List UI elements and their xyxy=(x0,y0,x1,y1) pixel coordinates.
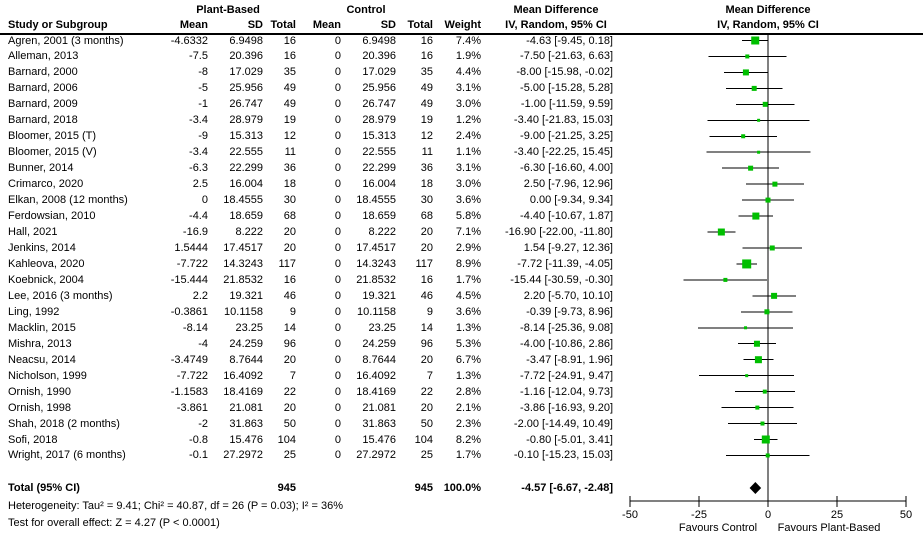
effect-marker xyxy=(757,119,760,122)
axis-tick-label: 50 xyxy=(899,509,913,521)
total-label: Total (95% CI) xyxy=(8,482,80,494)
cell-c-mean: 0 xyxy=(334,146,341,159)
cell-c-mean: 0 xyxy=(334,417,341,430)
cell-sd: 18.659 xyxy=(229,210,263,223)
cell-c-total: 20 xyxy=(420,353,433,366)
cell-ci-text: 0.00 [-9.34, 9.34] xyxy=(529,194,613,207)
effect-marker xyxy=(744,326,747,329)
cell-sd: 27.2972 xyxy=(223,449,263,462)
study-name: Ferdowsian, 2010 xyxy=(8,210,96,223)
cell-weight: 2.3% xyxy=(455,417,481,430)
col-header-sd-treat: SD xyxy=(247,19,263,31)
effect-marker xyxy=(766,198,771,203)
cell-mean: -9 xyxy=(198,130,208,143)
cell-sd: 31.863 xyxy=(229,417,263,430)
cell-c-sd: 17.029 xyxy=(362,66,396,79)
cell-mean: -3.4 xyxy=(189,146,208,159)
cell-c-total: 96 xyxy=(420,337,433,350)
cell-ci-text: -1.00 [-11.59, 9.59] xyxy=(520,98,613,111)
effect-marker xyxy=(764,309,769,314)
cell-mean: -7.5 xyxy=(189,50,208,63)
cell-c-sd: 16.004 xyxy=(362,178,396,191)
cell-ci-text: 2.50 [-7.96, 12.96] xyxy=(523,178,613,191)
cell-c-total: 16 xyxy=(420,273,433,286)
cell-sd: 16.4092 xyxy=(223,369,263,382)
cell-total: 18 xyxy=(283,178,296,191)
axis-tick-label: 0 xyxy=(764,509,772,521)
cell-c-sd: 15.313 xyxy=(362,130,396,143)
cell-c-total: 11 xyxy=(421,146,433,159)
cell-c-mean: 0 xyxy=(334,449,341,462)
cell-weight: 5.3% xyxy=(455,337,481,350)
cell-c-mean: 0 xyxy=(334,162,341,175)
cell-c-mean: 0 xyxy=(334,210,341,223)
effect-marker xyxy=(755,406,759,410)
cell-total: 16 xyxy=(283,34,296,47)
cell-sd: 25.956 xyxy=(229,82,263,95)
study-name: Neacsu, 2014 xyxy=(8,353,76,366)
cell-total: 35 xyxy=(283,66,296,79)
cell-c-mean: 0 xyxy=(334,305,341,318)
cell-total: 7 xyxy=(289,369,296,382)
cell-ci-text: -4.63 [-9.45, 0.18] xyxy=(526,34,613,47)
cell-weight: 2.8% xyxy=(455,385,481,398)
cell-ci-text: -5.00 [-15.28, 5.28] xyxy=(520,82,613,95)
cell-total: 36 xyxy=(283,162,296,175)
cell-total: 22 xyxy=(283,385,296,398)
cell-ci-text: -2.00 [-14.49, 10.49] xyxy=(513,417,613,430)
effect-marker xyxy=(763,390,767,394)
cell-sd: 19.321 xyxy=(229,289,263,302)
cell-c-mean: 0 xyxy=(334,433,341,446)
cell-ci-text: -0.39 [-9.73, 8.96] xyxy=(526,305,613,318)
cell-ci-text: -3.86 [-16.93, 9.20] xyxy=(520,401,613,414)
cell-mean: -4 xyxy=(198,337,208,350)
cell-c-total: 9 xyxy=(426,305,433,318)
cell-ci-text: -8.14 [-25.36, 9.08] xyxy=(520,321,613,334)
cell-sd: 26.747 xyxy=(229,98,263,111)
col-header-sd-control: SD xyxy=(380,19,396,31)
cell-sd: 21.081 xyxy=(229,401,263,414)
cell-c-total: 104 xyxy=(414,433,433,446)
cell-ci-text: -4.40 [-10.67, 1.87] xyxy=(520,210,613,223)
cell-ci-text: -0.80 [-5.01, 3.41] xyxy=(526,433,613,446)
cell-ci-text: -1.16 [-12.04, 9.73] xyxy=(520,385,613,398)
heterogeneity-line: Heterogeneity: Tau² = 9.41; Chi² = 40.87, df = 26 (P = 0.03); I² = 36% xyxy=(8,500,343,512)
cell-c-total: 36 xyxy=(420,162,433,175)
cell-ci-text: -6.30 [-16.60, 4.00] xyxy=(520,162,613,175)
effect-marker xyxy=(741,134,745,138)
cell-total: 9 xyxy=(289,305,296,318)
cell-mean: 2.2 xyxy=(192,289,208,302)
cell-ci-text: -16.90 [-22.00, -11.80] xyxy=(504,226,613,239)
cell-c-mean: 0 xyxy=(334,66,341,79)
cell-c-total: 16 xyxy=(420,50,433,63)
effect-marker xyxy=(752,86,757,91)
study-name: Ornish, 1998 xyxy=(8,401,71,414)
cell-total: 11 xyxy=(284,146,296,159)
cell-c-sd: 18.4555 xyxy=(356,194,396,207)
cell-weight: 1.7% xyxy=(455,449,481,462)
cell-mean: -0.3861 xyxy=(170,305,208,318)
cell-weight: 3.1% xyxy=(455,82,481,95)
study-name: Lee, 2016 (3 months) xyxy=(8,289,113,302)
cell-total: 25 xyxy=(283,449,296,462)
effect-marker xyxy=(763,102,768,107)
cell-weight: 7.1% xyxy=(455,226,481,239)
cell-c-total: 16 xyxy=(420,34,433,47)
cell-mean: -8 xyxy=(198,66,208,79)
cell-ci-text: -0.10 [-15.23, 15.03] xyxy=(513,449,613,462)
effect-marker xyxy=(723,278,727,282)
group-header-plant-based: Plant-Based xyxy=(196,4,260,16)
study-name: Barnard, 2009 xyxy=(8,98,78,111)
cell-c-sd: 22.299 xyxy=(362,162,396,175)
cell-sd: 18.4169 xyxy=(223,385,263,398)
cell-c-sd: 17.4517 xyxy=(356,241,396,254)
md-plot-column-title: Mean Difference xyxy=(725,4,811,16)
cell-c-sd: 14.3243 xyxy=(356,257,396,270)
cell-sd: 20.396 xyxy=(229,50,263,63)
effect-marker xyxy=(766,453,770,457)
axis-tick-label: -25 xyxy=(691,509,707,521)
md-text-column-title: Mean Difference xyxy=(513,4,599,16)
effect-marker xyxy=(748,166,753,171)
cell-ci-text: -8.00 [-15.98, -0.02] xyxy=(516,66,613,79)
cell-c-total: 20 xyxy=(420,401,433,414)
cell-total: 20 xyxy=(283,226,296,239)
cell-sd: 6.9498 xyxy=(229,34,263,47)
cell-mean: -8.14 xyxy=(182,321,208,334)
cell-mean: 0 xyxy=(201,194,208,207)
cell-weight: 4.4% xyxy=(455,66,481,79)
cell-total: 12 xyxy=(283,130,296,143)
cell-c-mean: 0 xyxy=(334,98,341,111)
cell-total: 68 xyxy=(283,210,296,223)
cell-c-total: 50 xyxy=(420,417,433,430)
cell-ci-text: -7.72 [-11.39, -4.05] xyxy=(517,257,613,270)
cell-sd: 21.8532 xyxy=(223,273,263,286)
total-n-control: 945 xyxy=(414,482,433,494)
col-header-study: Study or Subgroup xyxy=(8,19,108,31)
cell-sd: 8.222 xyxy=(235,226,263,239)
axis-tick-label: 25 xyxy=(830,509,844,521)
cell-weight: 1.9% xyxy=(455,50,481,63)
cell-ci-text: -15.44 [-30.59, -0.30] xyxy=(510,273,613,286)
study-name: Barnard, 2000 xyxy=(8,66,78,79)
cell-total: 16 xyxy=(283,50,296,63)
cell-sd: 17.029 xyxy=(229,66,263,79)
cell-total: 16 xyxy=(283,273,296,286)
cell-c-sd: 6.9498 xyxy=(362,34,396,47)
cell-c-total: 25 xyxy=(420,449,433,462)
cell-sd: 17.4517 xyxy=(223,241,263,254)
cell-ci-text: -3.40 [-21.83, 15.03] xyxy=(513,114,613,127)
cell-weight: 2.1% xyxy=(455,401,481,414)
cell-mean: -4.4 xyxy=(189,210,208,223)
cell-c-sd: 27.2972 xyxy=(356,449,396,462)
cell-c-mean: 0 xyxy=(334,34,341,47)
study-name: Ornish, 1990 xyxy=(8,385,71,398)
cell-c-total: 117 xyxy=(415,257,433,270)
cell-total: 49 xyxy=(283,82,296,95)
cell-weight: 1.3% xyxy=(455,369,481,382)
cell-mean: -1 xyxy=(198,98,208,111)
cell-weight: 1.2% xyxy=(455,114,481,127)
effect-marker xyxy=(743,69,749,75)
cell-weight: 6.7% xyxy=(455,353,481,366)
cell-ci-text: -3.47 [-8.91, 1.96] xyxy=(526,353,613,366)
cell-sd: 8.7644 xyxy=(229,353,263,366)
cell-mean: -7.722 xyxy=(176,369,208,382)
study-name: Alleman, 2013 xyxy=(8,50,79,63)
cell-c-mean: 0 xyxy=(334,194,341,207)
cell-mean: -1.1583 xyxy=(170,385,208,398)
cell-mean: -0.8 xyxy=(189,433,208,446)
cell-weight: 3.1% xyxy=(455,162,481,175)
cell-weight: 7.4% xyxy=(455,34,481,47)
cell-ci-text: -7.72 [-24.91, 9.47] xyxy=(520,369,613,382)
effect-marker xyxy=(742,259,751,268)
cell-c-mean: 0 xyxy=(334,337,341,350)
effect-marker xyxy=(770,245,775,250)
cell-mean: -3.4 xyxy=(189,114,208,127)
study-name: Barnard, 2018 xyxy=(8,114,78,127)
cell-c-mean: 0 xyxy=(334,130,341,143)
cell-c-mean: 0 xyxy=(334,82,341,95)
cell-weight: 3.0% xyxy=(455,98,481,111)
cell-mean: -3.861 xyxy=(176,401,208,414)
cell-total: 14 xyxy=(283,321,296,334)
cell-c-sd: 21.081 xyxy=(362,401,396,414)
effect-marker xyxy=(760,422,764,426)
cell-total: 20 xyxy=(283,241,296,254)
cell-total: 30 xyxy=(283,194,296,207)
cell-mean: -5 xyxy=(198,82,208,95)
effect-marker xyxy=(754,341,760,347)
cell-weight: 1.7% xyxy=(455,273,481,286)
cell-c-sd: 8.222 xyxy=(368,226,396,239)
cell-c-sd: 18.4169 xyxy=(356,385,396,398)
cell-c-mean: 0 xyxy=(334,50,341,63)
cell-weight: 3.0% xyxy=(455,178,481,191)
cell-sd: 24.259 xyxy=(229,337,263,350)
cell-sd: 22.299 xyxy=(229,162,263,175)
cell-c-total: 20 xyxy=(420,241,433,254)
cell-ci-text: 2.20 [-5.70, 10.10] xyxy=(523,289,613,302)
overall-effect-line: Test for overall effect: Z = 4.27 (P < 0.0001) xyxy=(8,517,220,529)
effect-marker xyxy=(762,436,770,444)
study-name: Kahleova, 2020 xyxy=(8,257,85,270)
cell-c-mean: 0 xyxy=(334,289,341,302)
cell-c-mean: 0 xyxy=(334,114,341,127)
effect-marker xyxy=(772,182,777,187)
cell-c-total: 19 xyxy=(420,114,433,127)
cell-c-total: 68 xyxy=(420,210,433,223)
cell-c-total: 12 xyxy=(420,130,433,143)
cell-sd: 18.4555 xyxy=(223,194,263,207)
study-name: Bloomer, 2015 (T) xyxy=(8,130,97,143)
study-name: Crimarco, 2020 xyxy=(8,178,84,191)
cell-total: 96 xyxy=(283,337,296,350)
cell-weight: 2.9% xyxy=(455,241,481,254)
effect-marker xyxy=(752,213,759,220)
cell-total: 49 xyxy=(283,98,296,111)
cell-c-sd: 22.555 xyxy=(362,146,396,159)
group-header-control: Control xyxy=(346,4,386,16)
cell-mean: -16.9 xyxy=(182,226,208,239)
cell-c-total: 49 xyxy=(420,82,433,95)
cell-c-total: 20 xyxy=(420,226,433,239)
cell-sd: 15.476 xyxy=(229,433,263,446)
cell-c-mean: 0 xyxy=(334,257,341,270)
cell-c-mean: 0 xyxy=(334,353,341,366)
cell-c-sd: 19.321 xyxy=(362,289,396,302)
cell-c-total: 35 xyxy=(420,66,433,79)
col-header-mean-control: Mean xyxy=(312,19,341,31)
study-name: Bloomer, 2015 (V) xyxy=(8,146,97,159)
cell-c-sd: 21.8532 xyxy=(356,273,396,286)
study-name: Macklin, 2015 xyxy=(8,321,76,334)
study-name: Hall, 2021 xyxy=(8,226,58,239)
cell-c-sd: 20.396 xyxy=(362,50,396,63)
cell-sd: 16.004 xyxy=(229,178,263,191)
cell-weight: 8.9% xyxy=(455,257,481,270)
cell-ci-text: -7.50 [-21.63, 6.63] xyxy=(520,50,613,63)
cell-mean: -2 xyxy=(198,417,208,430)
cell-total: 104 xyxy=(277,433,296,446)
study-name: Ling, 1992 xyxy=(8,305,60,318)
col-header-ci-text: IV, Random, 95% CI xyxy=(505,19,607,31)
cell-total: 20 xyxy=(283,353,296,366)
cell-total: 20 xyxy=(283,401,296,414)
cell-c-sd: 10.1158 xyxy=(357,305,396,318)
cell-c-sd: 23.25 xyxy=(368,321,396,334)
effect-marker xyxy=(755,356,762,363)
effect-marker xyxy=(745,374,748,377)
study-name: Bunner, 2014 xyxy=(8,162,74,175)
total-n-treat: 945 xyxy=(277,482,296,494)
study-name: Jenkins, 2014 xyxy=(8,241,76,254)
cell-weight: 3.6% xyxy=(455,305,481,318)
cell-weight: 8.2% xyxy=(455,433,481,446)
cell-c-mean: 0 xyxy=(334,321,341,334)
effect-marker xyxy=(751,37,759,45)
cell-mean: -15.444 xyxy=(170,273,208,286)
cell-c-mean: 0 xyxy=(334,369,341,382)
cell-c-total: 18 xyxy=(420,178,433,191)
cell-mean: 1.5444 xyxy=(174,241,208,254)
study-name: Nicholson, 1999 xyxy=(8,369,87,382)
cell-c-sd: 24.259 xyxy=(362,337,396,350)
cell-sd: 10.1158 xyxy=(224,305,263,318)
cell-ci-text: 1.54 [-9.27, 12.36] xyxy=(523,241,613,254)
cell-ci-text: -4.00 [-10.86, 2.86] xyxy=(520,337,613,350)
cell-mean: -3.4749 xyxy=(170,353,208,366)
cell-total: 19 xyxy=(283,114,296,127)
cell-mean: -0.1 xyxy=(189,449,208,462)
cell-mean: -4.6332 xyxy=(170,34,208,47)
cell-weight: 1.3% xyxy=(455,321,481,334)
cell-c-mean: 0 xyxy=(334,401,341,414)
effect-marker xyxy=(771,293,777,299)
cell-weight: 2.4% xyxy=(455,130,481,143)
cell-c-total: 49 xyxy=(420,98,433,111)
cell-c-mean: 0 xyxy=(334,226,341,239)
cell-total: 117 xyxy=(278,257,296,270)
cell-sd: 22.555 xyxy=(229,146,263,159)
cell-c-sd: 15.476 xyxy=(362,433,396,446)
cell-sd: 15.313 xyxy=(229,130,263,143)
col-header-total-control: Total xyxy=(407,19,433,31)
study-name: Koebnick, 2004 xyxy=(8,273,84,286)
cell-mean: -7.722 xyxy=(176,257,208,270)
study-name: Agren, 2001 (3 months) xyxy=(8,34,124,47)
col-header-total-treat: Total xyxy=(270,19,296,31)
effect-marker xyxy=(757,151,760,154)
effect-marker xyxy=(745,54,749,58)
cell-sd: 14.3243 xyxy=(223,257,263,270)
cell-c-mean: 0 xyxy=(334,385,341,398)
cell-mean: -6.3 xyxy=(189,162,208,175)
total-ci-text: -4.57 [-6.67, -2.48] xyxy=(521,482,613,494)
cell-mean: 2.5 xyxy=(192,178,208,191)
cell-weight: 1.1% xyxy=(455,146,481,159)
cell-c-total: 30 xyxy=(420,194,433,207)
cell-c-mean: 0 xyxy=(334,241,341,254)
cell-total: 46 xyxy=(283,289,296,302)
study-name: Sofi, 2018 xyxy=(8,433,58,446)
cell-c-total: 22 xyxy=(420,385,433,398)
cell-c-sd: 18.659 xyxy=(362,210,396,223)
study-name: Elkan, 2008 (12 months) xyxy=(8,194,128,207)
cell-weight: 3.6% xyxy=(455,194,481,207)
study-name: Shah, 2018 (2 months) xyxy=(8,417,120,430)
study-name: Mishra, 2013 xyxy=(8,337,72,350)
cell-c-sd: 25.956 xyxy=(362,82,396,95)
cell-c-mean: 0 xyxy=(334,273,341,286)
cell-c-sd: 26.747 xyxy=(362,98,396,111)
cell-ci-text: -9.00 [-21.25, 3.25] xyxy=(520,130,613,143)
col-header-ci-plot: IV, Random, 95% CI xyxy=(717,19,819,31)
cell-ci-text: -3.40 [-22.25, 15.45] xyxy=(513,146,613,159)
cell-weight: 4.5% xyxy=(455,289,481,302)
study-name: Barnard, 2006 xyxy=(8,82,78,95)
cell-c-total: 14 xyxy=(420,321,433,334)
cell-c-total: 46 xyxy=(420,289,433,302)
cell-weight: 5.8% xyxy=(455,210,481,223)
cell-c-total: 7 xyxy=(426,369,433,382)
favours-right-label: Favours Plant-Based xyxy=(777,522,881,534)
cell-sd: 28.979 xyxy=(229,114,263,127)
favours-left-label: Favours Control xyxy=(678,522,758,534)
total-weight: 100.0% xyxy=(443,482,481,494)
pooled-diamond xyxy=(750,482,762,494)
col-header-weight: Weight xyxy=(444,19,481,31)
cell-c-sd: 28.979 xyxy=(362,114,396,127)
cell-c-mean: 0 xyxy=(334,178,341,191)
cell-c-sd: 8.7644 xyxy=(362,353,396,366)
cell-c-sd: 16.4092 xyxy=(356,369,396,382)
cell-sd: 23.25 xyxy=(235,321,263,334)
axis-tick-label: -50 xyxy=(622,509,638,521)
effect-marker xyxy=(718,229,725,236)
cell-c-sd: 31.863 xyxy=(362,417,396,430)
cell-total: 50 xyxy=(283,417,296,430)
col-header-mean-treat: Mean xyxy=(179,19,208,31)
study-name: Wright, 2017 (6 months) xyxy=(8,449,126,462)
